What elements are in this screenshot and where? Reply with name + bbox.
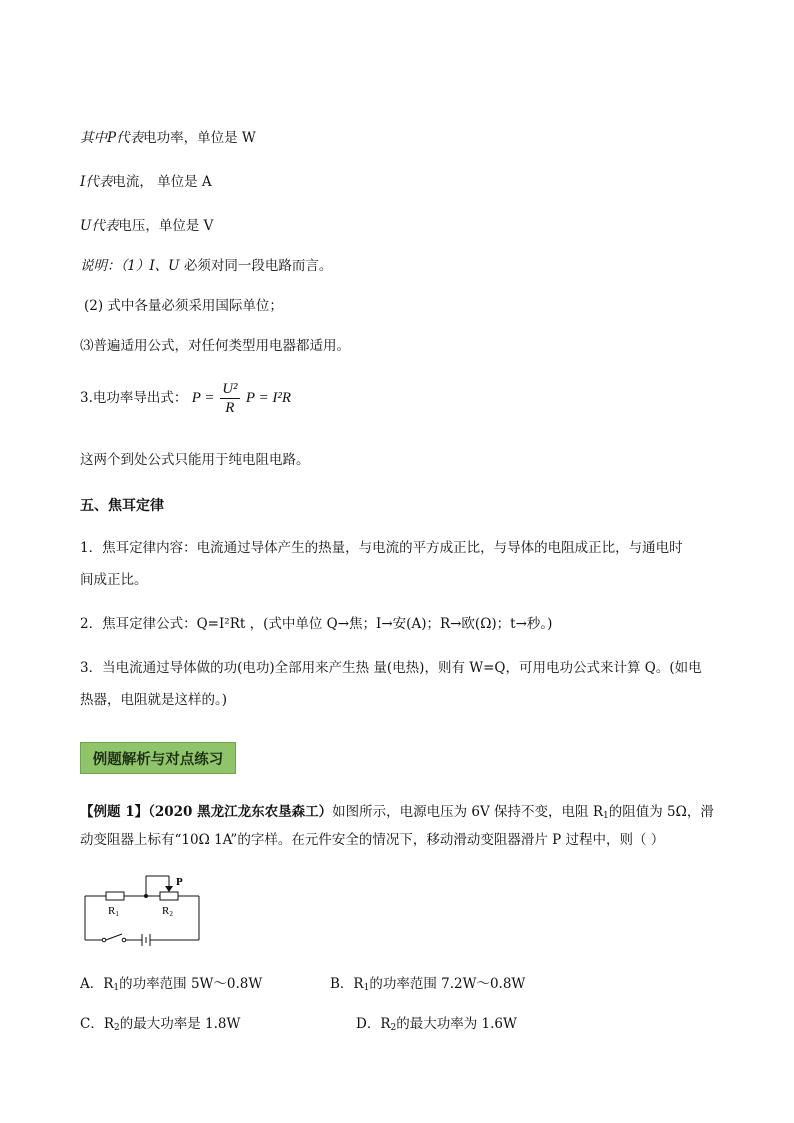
u-var: U xyxy=(80,218,92,234)
label-r1: R1 xyxy=(108,905,119,918)
resistor-r1 xyxy=(106,892,124,900)
i-def-rest: 电流， 单位是 A xyxy=(112,174,212,190)
fraction-numerator: U² xyxy=(222,381,238,397)
option-d: D．$R_2$的最大功率为 1.6W xyxy=(356,1016,517,1033)
example-source: （2020 黑龙江龙东农垦森工） xyxy=(148,804,333,820)
note-label: 说明： xyxy=(80,258,121,274)
example-line-2: 动变阻器上标有“10Ω 1A”的字样。在元件安全的情况下，移动滑动变阻器滑片 P 过程中，则（ ） xyxy=(80,832,665,848)
junction-dot xyxy=(144,894,148,898)
note-text1: （1） xyxy=(120,258,150,274)
p-def-pre: 其中 xyxy=(80,130,107,146)
section-5-title: 五、焦耳定律 xyxy=(80,498,164,514)
resistor-r2 xyxy=(160,892,178,900)
note-1 xyxy=(80,256,332,276)
derived-label: 3.电功率导出式： xyxy=(80,390,188,406)
p-var: P xyxy=(107,130,117,146)
slider-arrow xyxy=(165,886,173,892)
joule-1b: 间成正比。 xyxy=(80,572,148,588)
joule-2: 2．焦耳定律公式：Q=I²Rt ，(式中单位 Q→焦；I→安(A)；R→欧(Ω)；t→秒。) xyxy=(80,616,553,632)
i-definition xyxy=(80,172,212,192)
circuit-diagram xyxy=(80,872,220,952)
u-definition xyxy=(80,216,213,236)
i-def-word: 代表 xyxy=(85,174,113,190)
i-var: I xyxy=(80,174,86,190)
derived-eq2: P = I²R xyxy=(245,390,292,406)
joule-3a: 3．当电流通过导体做的功(电功)全部用来产生热 量(电热)，则有 W=Q，可用电功公式来计算 Q。(如电 xyxy=(80,660,702,676)
p-definition xyxy=(80,128,256,148)
switch-terminal xyxy=(122,938,126,942)
fraction-denominator: R xyxy=(225,400,235,416)
note-text2: 必须对同一段电路而言。 xyxy=(179,258,333,274)
example-label: 【例题 1】 xyxy=(80,804,149,820)
switch-terminal xyxy=(102,938,106,942)
label-r2: R2 xyxy=(162,905,173,918)
example-line-1 xyxy=(80,802,714,826)
section-badge: 例题解析与对点练习 xyxy=(80,742,236,774)
derived-formula xyxy=(80,378,291,418)
derived-note: 这两个到处公式只能用于纯电阻电路。 xyxy=(80,452,310,468)
note-3: ⑶普遍适用公式，对任何类型用电器都适用。 xyxy=(80,338,350,354)
joule-3b: 热器，电阻就是这样的。) xyxy=(80,692,228,708)
p-def-word: 代表 xyxy=(116,130,144,146)
note-vars: I、U xyxy=(149,258,180,274)
note-2: (2) 式中各量必须采用国际单位； xyxy=(84,298,283,314)
p-def-rest: 电功率，单位是 W xyxy=(143,130,256,146)
derived-fraction xyxy=(220,380,239,417)
option-a: A．$R_1$的功率范围 5W～0.8W xyxy=(80,976,263,993)
derived-eq1-left: P = xyxy=(191,390,219,406)
label-p: P xyxy=(176,876,183,888)
u-def-word: 代表 xyxy=(91,218,119,234)
example-text1-sub: 1 xyxy=(603,811,609,821)
example-text1: 如图所示，电源电压为 6V 保持不变，电阻 R xyxy=(332,804,604,820)
joule-1a: 1．焦耳定律内容：电流通过导体产生的热量，与电流的平方成正比，与导体的电阻成正比，与通电时 xyxy=(80,540,683,556)
example-text1-rest: 的阻值为 5Ω，滑 xyxy=(608,804,714,820)
u-def-rest: 电压，单位是 V xyxy=(118,218,214,234)
switch xyxy=(106,934,122,940)
option-c: C．$R_2$的最大功率是 1.8W xyxy=(80,1016,241,1033)
option-b: B．$R_1$的功率范围 7.2W～0.8W xyxy=(330,976,526,993)
